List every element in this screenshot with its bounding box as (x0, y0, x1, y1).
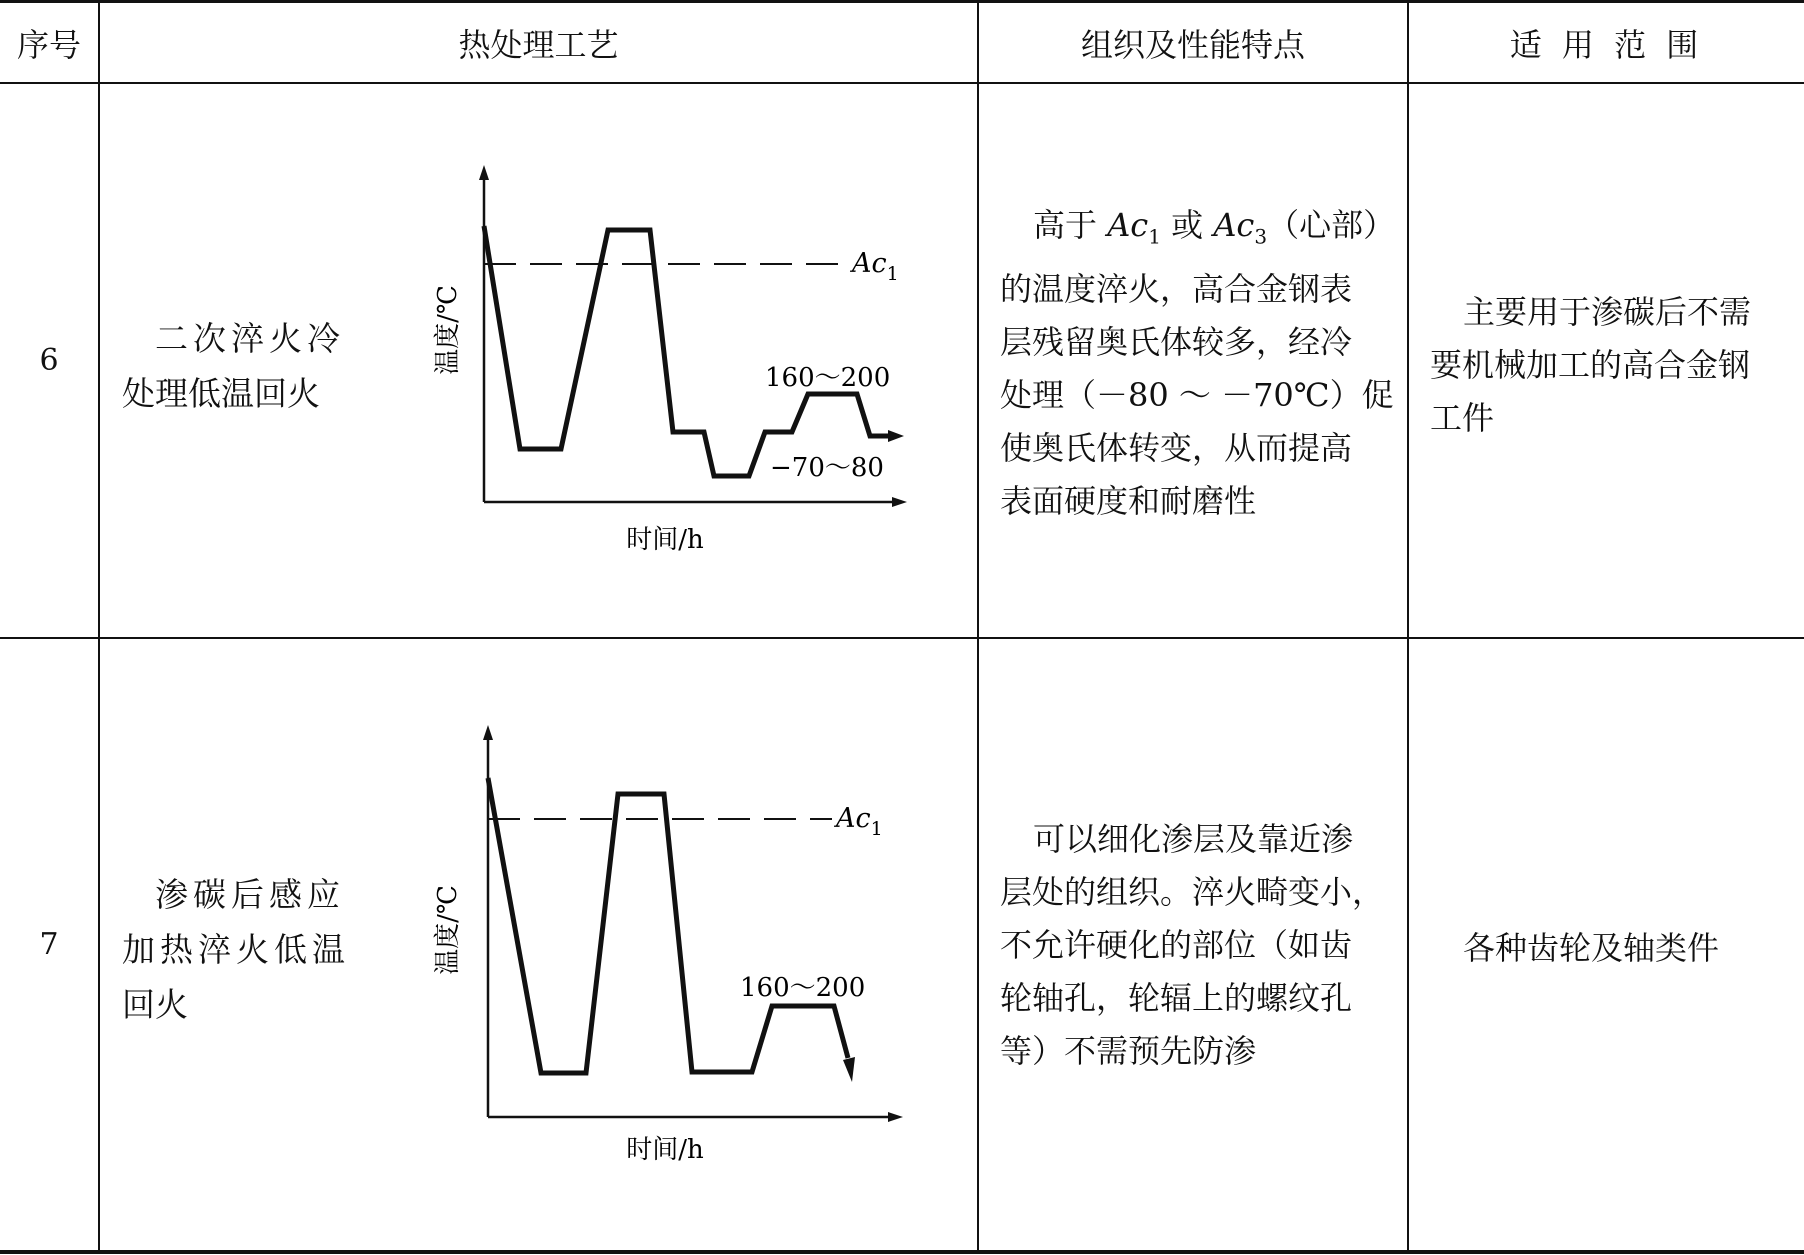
header-process-text: 热处理工艺 (458, 25, 619, 64)
scope-line: 各种齿轮及轴类件 (1463, 929, 1720, 967)
features-line: 使奥氏体转变，从而提高 (1000, 429, 1353, 468)
ac1-label: $Ac_1$ (836, 803, 883, 840)
features-text-part: （心部） (1267, 206, 1396, 244)
header-no (0, 3, 98, 82)
features-line: 轮轴孔，轮辐上的螺纹孔 (1000, 979, 1353, 1017)
ac3-sub: 3 (1254, 224, 1268, 249)
x-axis-label: 时间/h (626, 525, 704, 555)
process-line: 回火 (122, 985, 188, 1024)
features-text (1000, 813, 1400, 1078)
row-number (0, 639, 98, 1250)
process-curve (488, 778, 848, 1073)
process-line: 处理低温回火 (122, 374, 320, 413)
header-divider (0, 82, 1804, 84)
y-axis-arrow (483, 725, 493, 740)
row-number (0, 84, 98, 637)
scope-line: 工件 (1430, 399, 1495, 437)
ac1-sub: 1 (1148, 224, 1161, 249)
features-text-part: 或 (1160, 206, 1214, 244)
temper-temp-label: 160～200 (740, 973, 866, 1003)
features-line: 的温度淬火，高合金钢表 (1000, 270, 1353, 309)
header-scope-text: 适 用 范 围 (1509, 25, 1704, 64)
features-line: 表面硬度和耐磨性 (1000, 482, 1257, 521)
features-text-part: 高于 (1033, 206, 1108, 244)
features-line: 可以细化渗层及靠近渗 (1033, 820, 1354, 858)
process-name (122, 311, 382, 421)
features-line: 处理（－80 ～ －70℃）促 (1000, 376, 1394, 415)
row-divider (0, 637, 1804, 639)
header-no-text: 序号 (16, 25, 81, 64)
row-number-text: 7 (39, 927, 59, 962)
scope-text (1430, 922, 1800, 975)
features-line: 层残留奥氏体较多，经冷 (1000, 323, 1353, 362)
scope-text (1430, 286, 1800, 445)
ac1-term: Ac (1107, 206, 1149, 244)
features-line: 层处的组织。淬火畸变小， (1000, 873, 1385, 911)
x-axis-arrow (888, 1112, 903, 1122)
temper-temp-label: 160～200 (765, 363, 891, 393)
features-line: 不允许硬化的部位（如齿 (1000, 926, 1353, 964)
heat-treatment-chart-6 (420, 160, 920, 570)
features-line: 等）不需预先防渗 (1000, 1032, 1257, 1070)
curve-end-arrow (888, 430, 904, 442)
ac1-label: $Ac_1$ (852, 248, 899, 285)
features-text (1000, 199, 1400, 528)
scope-line: 要机械加工的高合金钢 (1430, 346, 1751, 384)
scope-line: 主要用于渗碳后不需 (1463, 293, 1752, 331)
header-scope (1409, 3, 1804, 82)
header-features-text: 组织及性能特点 (1080, 25, 1305, 64)
features-line (1000, 199, 1400, 263)
curve-end-arrow (843, 1057, 855, 1082)
x-axis-label: 时间/h (626, 1135, 704, 1165)
y-axis-label: 温度/℃ (433, 285, 463, 375)
col-divider-2 (977, 0, 979, 1252)
ac3-term: Ac (1213, 206, 1255, 244)
bottom-border (0, 1250, 1804, 1254)
process-line: 二次淬火冷 (155, 319, 345, 358)
header-features (979, 3, 1407, 82)
col-divider-1 (98, 0, 100, 1252)
y-axis-label: 温度/℃ (433, 885, 463, 975)
process-line: 加热淬火低温 (122, 930, 350, 969)
process-name (122, 867, 382, 1032)
header-process (100, 3, 977, 82)
y-axis-arrow (479, 165, 489, 180)
heat-treatment-chart-7 (420, 720, 920, 1170)
col-divider-3 (1407, 0, 1409, 1252)
process-line: 渗碳后感应 (155, 875, 345, 914)
row-number-text: 6 (39, 343, 59, 378)
x-axis-arrow (892, 497, 907, 507)
cold-treatment-label: −70～80 (770, 453, 884, 483)
